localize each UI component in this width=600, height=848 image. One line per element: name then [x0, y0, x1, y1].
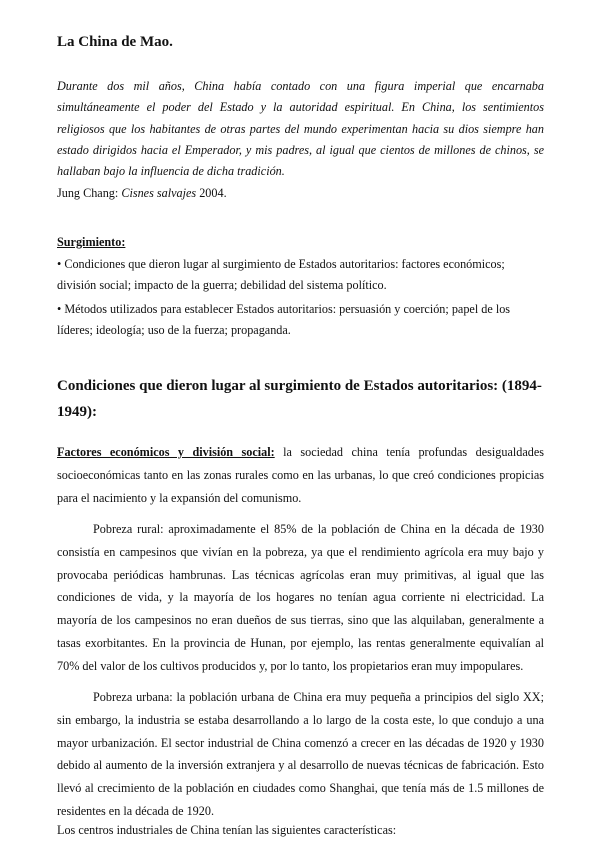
- paragraph-factores-text: la sociedad china tenía profundas desigualdades socioeconómicas tanto en las zonas rurales como en las urbanas, lo que creó condiciones propicias para el nacimiento y la expansión del comunismo.: [57, 445, 544, 505]
- bullet-condiciones: • Condiciones que dieron lugar al surgimiento de Estados autoritarios: factores económicos; división social; impacto de la guerra; debilidad del sistema político.: [57, 257, 505, 292]
- bullet-metodos: • Métodos utilizados para establecer Estados autoritarios: persuasión y coerción; papel de los líderes; ideología; uso de la fuerza; propaganda.: [57, 302, 511, 337]
- book-title: Cisnes salvajes: [121, 186, 197, 200]
- epigraph-quote: Durante dos mil años, China había contado con una figura imperial que encarnaba simultáneamente el poder del Estado y la autoridad espiritual. En China, los sentimientos religiosos que los habitantes de otras partes del mundo experimentan hacia su dios siempre han estado dirigidos hacia el Emperador, y mis padres, al igual que cientos de millones de chinos, se hallaban bajo la influencia de dicha tradición.: [57, 79, 544, 179]
- document-title: La China de Mao.: [57, 34, 173, 50]
- surgimiento-heading: Surgimiento:: [57, 235, 126, 249]
- paragraph-centros-industriales: Los centros industriales de China tenían las siguientes características:: [57, 823, 397, 837]
- author-name: Jung Chang:: [57, 186, 122, 200]
- paragraph-factores-lead: Factores económicos y división social:: [57, 445, 275, 459]
- section-heading: Condiciones que dieron lugar al surgimiento de Estados autoritarios: (1894-1949):: [57, 378, 542, 420]
- paragraph-pobreza-rural: Pobreza rural: aproximadamente el 85% de la población de China en la década de 1930 consistía en campesinos que vivían en la pobreza, ya que el rendimiento agrícola era muy bajo y provocaba periódicas hambrunas. Las técnicas agrícolas eran muy primitivas, al igual que las condiciones de vida, y la mayoría de los hogares no tenían agua corriente ni electricidad. La mayoría de los campesinos no eran dueños de sus tierras, sino que las alquilaban, generalmente a tasas exorbitantes. En la provincia de Hunan, por ejemplo, las rentas generalmente equivalían al 70% del valor de los cultivos producidos y, por lo tanto, los propietarios eran muy impopulares.: [57, 522, 544, 673]
- publication-year: 2004.: [196, 186, 227, 200]
- paragraph-pobreza-urbana: Pobreza urbana: la población urbana de China era muy pequeña a principios del siglo XX; sin embargo, la industria se estaba desarrollando a lo largo de la costa este, lo que condujo a una mayor urbanización. El sector industrial de China comenzó a crecer en las décadas de 1920 y 1930 debido al aumento de la inversión extranjera y al desarrollo de nuevas técnicas de fabricación. Esto llevó al crecimiento de la población en ciudades como Shanghai, que tenía más de 1.5 millones de residentes en la década de 1920.: [57, 690, 544, 818]
- paragraph-factores: [57, 441, 544, 509]
- quote-attribution: [57, 183, 544, 204]
